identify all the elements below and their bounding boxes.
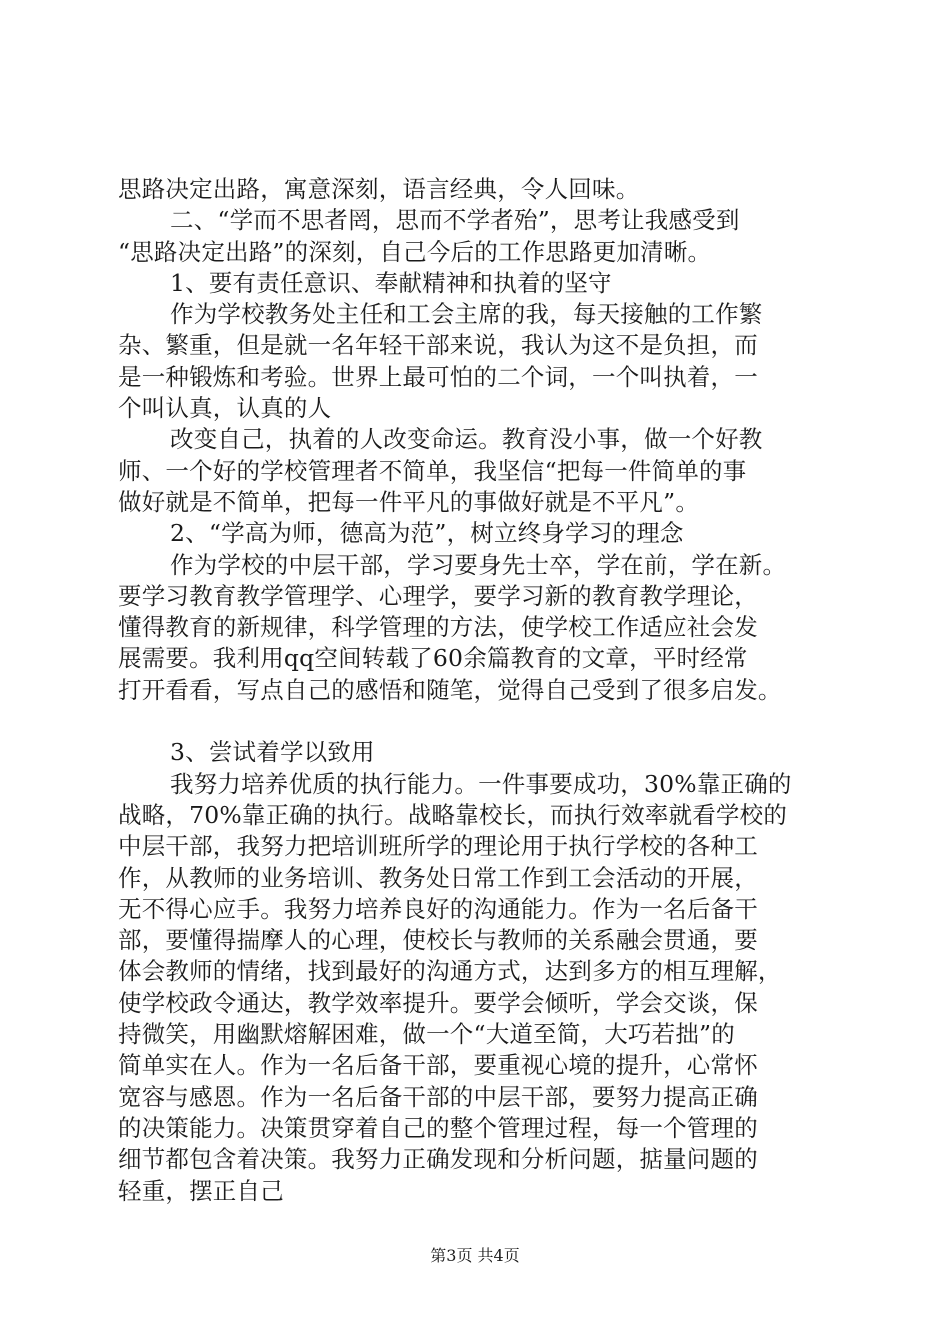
- text-line: 宽容与感恩。作为一名后备干部的中层干部，要努力提高正确: [118, 1082, 758, 1111]
- text-line: 做好就是不简单，把每一件平凡的事做好就是不平凡”。: [118, 487, 700, 516]
- text-line: 中层干部，我努力把培训班所学的理论用于执行学校的各种工: [118, 832, 758, 861]
- text-line: 打开看看，写点自己的感悟和随笔，觉得自己受到了很多启发。: [118, 675, 782, 704]
- blank-line: [118, 706, 848, 737]
- text-line: 持微笑，用幽默熔解困难，做一个“大道至简，大巧若拙”的: [118, 1020, 735, 1049]
- text-line: 师、一个好的学校管理者不简单，我坚信“把每一件简单的事: [118, 456, 747, 485]
- text-line: “思路决定出路”的深刻，自己今后的工作思路更加清晰。: [118, 237, 712, 266]
- text-line: 战略，70%靠正确的执行。战略靠校长，而执行效率就看学校的: [118, 800, 788, 829]
- section-heading: 1、要有责任意识、奉献精神和执着的坚守: [170, 268, 612, 297]
- text-line: 简单实在人。作为一名后备干部，要重视心境的提升，心常怀: [118, 1051, 758, 1080]
- text-line: 改变自己，执着的人改变命运。教育没小事，做一个好教: [170, 425, 763, 454]
- page-number-label: 第3页 共4页: [430, 1246, 520, 1265]
- text-line: 我努力培养优质的执行能力。一件事要成功，30%靠正确的: [170, 769, 792, 798]
- section-heading: 3、尝试着学以致用: [170, 738, 375, 767]
- text-line: 要学习教育教学管理学、心理学，要学习新的教育教学理论，: [118, 581, 758, 610]
- page-footer: [0, 1246, 950, 1266]
- text-line: 作，从教师的业务培训、教务处日常工作到工会活动的开展，: [118, 863, 758, 892]
- text-line: 个叫认真，认真的人: [118, 394, 332, 423]
- text-line: 作为学校的中层干部，学习要身先士卒，学在前，学在新。: [170, 550, 787, 579]
- text-line: 轻重，摆正自己: [118, 1176, 284, 1205]
- text-line: 懂得教育的新规律，科学管理的方法，使学校工作适应社会发: [118, 613, 758, 642]
- text-line: 是一种锻炼和考验。世界上最可怕的二个词，一个叫执着，一: [118, 362, 758, 391]
- text-line: 展需要。我利用qq空间转载了60余篇教育的文章，平时经常: [118, 644, 748, 673]
- text-line: 作为学校教务处主任和工会主席的我，每天接触的工作繁: [170, 300, 763, 329]
- text-line: 体会教师的情绪，找到最好的沟通方式，达到多方的相互理解，: [118, 957, 782, 986]
- text-line: 细节都包含着决策。我努力正确发现和分析问题，掂量问题的: [118, 1145, 758, 1174]
- text-line: 思路决定出路，寓意深刻，语言经典，令人回味。: [118, 175, 640, 203]
- text-line: 使学校政令通达，教学效率提升。要学会倾听，学会交谈，保: [118, 988, 758, 1017]
- text-line: 的决策能力。决策贯穿着自己的整个管理过程，每一个管理的: [118, 1113, 758, 1142]
- text-line: 无不得心应手。我努力培养良好的沟通能力。作为一名后备干: [118, 894, 758, 923]
- section-heading: 2、“学高为师，德高为范”，树立终身学习的理念: [170, 519, 684, 548]
- text-line: 二、“学而不思者罔，思而不学者殆”，思考让我感受到: [170, 206, 740, 235]
- document-body: [118, 174, 848, 1207]
- text-line: 部，要懂得揣摩人的心理，使校长与教师的关系融会贯通，要: [118, 926, 758, 955]
- text-line: 杂、繁重，但是就一名年轻干部来说，我认为这不是负担，而: [118, 331, 758, 360]
